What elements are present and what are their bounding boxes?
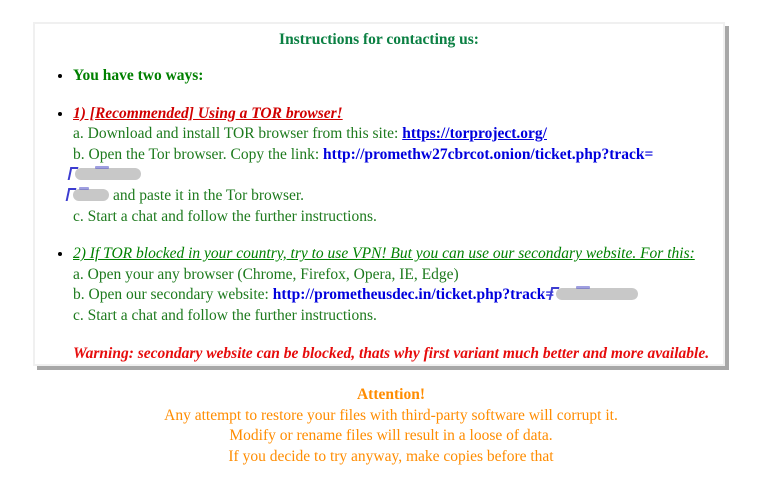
tor-step-b (73, 145, 713, 207)
attention-line-1: Any attempt to restore your files with third-party software will corrupt it. (164, 406, 618, 424)
redaction-blob-track-id (75, 168, 141, 180)
vpn-step-b (73, 285, 713, 306)
attention-line-2: Modify or rename files will result in a loose of data. (229, 427, 553, 444)
intro-text: You have two ways: (73, 67, 204, 84)
tor-step-a-text: a. Download and install TOR browser from this site: (73, 125, 403, 143)
list-item-tor-method (73, 104, 713, 228)
attention-line-3: If you decide to try anyway, make copies before that (228, 447, 554, 465)
vpn-step-c-text: c. Start a chat and follow the further instructions. (73, 306, 377, 324)
list-item-vpn-method (73, 244, 713, 326)
tor-step-b-text: b. Open the Tor browser. Copy the link: (73, 145, 324, 163)
vpn-step-a-text: a. Open your any browser (Chrome, Firefox, Opera, IE, Edge) (73, 265, 459, 283)
torproject-link[interactable]: https://torproject.org/ (402, 125, 547, 143)
redaction-blob-track-id-2 (556, 288, 638, 300)
tor-step-c-text: c. Start a chat and follow the further instructions. (73, 207, 377, 225)
onion-url: http://promethw27cbrcot.onion/ticket.php?track= (323, 145, 654, 163)
redaction-blob-track-id-wrap (73, 189, 109, 201)
instructions-box (33, 22, 725, 366)
list-item-intro (73, 66, 713, 87)
vpn-method-heading: 2) If TOR blocked in your country, try to use VPN! But you can use our secondary website. For this: (73, 245, 695, 263)
warning-text: Warning: secondary website can be blocked, thats why first variant much better and more available. (73, 344, 710, 362)
tor-step-b-continuation: and paste it in the Tor browser. (113, 186, 305, 204)
vpn-step-b-text: b. Open our secondary website: (73, 286, 273, 304)
page-title: Instructions for contacting us: (279, 31, 479, 48)
attention-section (0, 385, 782, 467)
tor-step-a (73, 124, 713, 145)
tor-method-heading: 1) [Recommended] Using a TOR browser! (73, 104, 343, 122)
ways-list (45, 66, 713, 327)
secondary-site-url: http://prometheusdec.in/ticket.php?track= (272, 286, 555, 304)
attention-title: Attention! (356, 386, 426, 403)
